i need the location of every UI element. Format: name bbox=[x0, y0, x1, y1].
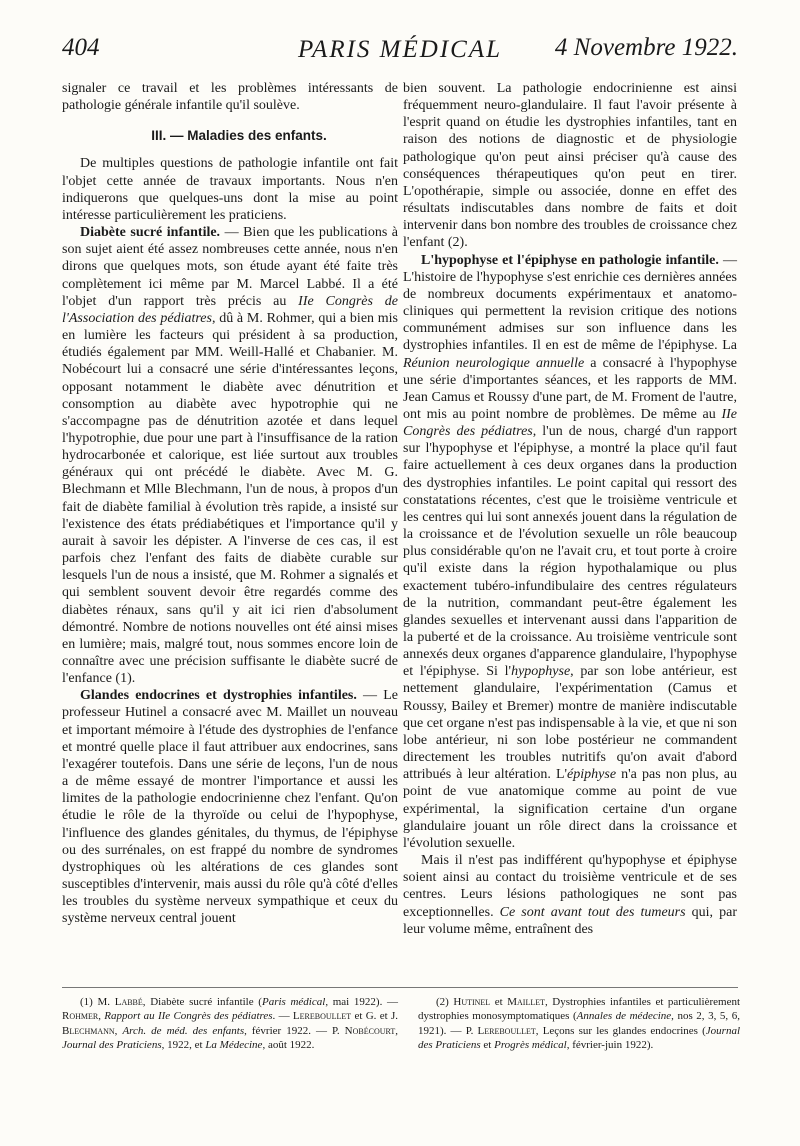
fn1-journal-1: Paris médical bbox=[261, 996, 326, 1008]
running-header bbox=[62, 26, 738, 70]
fn1-author-5: Nobécourt bbox=[344, 1024, 396, 1037]
fn1-text-5: et G. et J. bbox=[351, 1010, 398, 1023]
section-title: III. — Maladies des enfants. bbox=[151, 128, 327, 144]
hypophyse-paragraph bbox=[403, 252, 737, 852]
right-column bbox=[403, 80, 737, 938]
footnote-1-text bbox=[62, 995, 398, 1053]
fn2-text-3: , nos 2, 3, 5, 6, 1921). — P. bbox=[418, 1010, 740, 1037]
hypophyse-text-5: n'a pas non plus, au point de vue anatomique comme au point de vue expérimental, la signification certaine d'un organe glandulaire jouant un rôle direct dans la croissance et l'évolution sexuelle. bbox=[403, 767, 738, 851]
page-number: 404 bbox=[62, 34, 100, 61]
footnote-2 bbox=[418, 995, 740, 1053]
fn2-text-5: et bbox=[480, 1039, 495, 1052]
fn1-journal-2: Rapport au IIe Congrès des pédiatres bbox=[104, 1010, 273, 1023]
fn1-text-10: , août 1922. bbox=[262, 1039, 315, 1052]
glandes-paragraph bbox=[62, 687, 398, 927]
fn2-journal-3: Progrès médical bbox=[494, 1039, 567, 1052]
fn2-text-6: , février-juin 1922). bbox=[566, 1039, 654, 1052]
fn1-journal-4: Journal des Praticiens bbox=[62, 1039, 162, 1052]
fn1-text-6: , bbox=[114, 1024, 123, 1037]
fn2-text-2: , Dystrophies infantiles et particulièrement dystrophies monosymptomatiques ( bbox=[418, 996, 741, 1023]
journal-title: PARIS MÉDICAL bbox=[298, 36, 502, 63]
fn2-author-2: Maillet bbox=[507, 996, 545, 1008]
fn2-journal-1: Annales de médecine bbox=[576, 1010, 672, 1023]
issue-date: 4 Novembre 1922. bbox=[554, 34, 738, 61]
hypophyse-reunion-ref: Réunion neurologique annuelle bbox=[403, 355, 585, 371]
footnote-divider bbox=[62, 987, 738, 988]
fn1-text-4: . — bbox=[272, 1010, 293, 1023]
fn1-text-3: , bbox=[98, 1010, 105, 1023]
fn1-journal-5: La Médecine bbox=[205, 1039, 263, 1052]
diabete-text-1: — Bien que les publications à son sujet aient été assez nombreuses cette année, nous n'en dirons que quelques mots, son étude ayant été faite très complètement ici même par M. Marcel Labbé. Il a été l'objet d'un rapport très précis au bbox=[62, 225, 398, 309]
fn1-author-2: Rohmer bbox=[62, 1010, 99, 1023]
footnote-1 bbox=[62, 995, 398, 1053]
fn1-author-3: Lereboullet bbox=[292, 1010, 352, 1023]
diabete-paragraph bbox=[62, 224, 398, 687]
fn1-text-7: , février 1922. — P. bbox=[244, 1024, 345, 1037]
hypophyse-congress-ref: IIe Congrès des pédiatres bbox=[403, 406, 737, 440]
diabete-congress-ref: IIe Congrès de l'Association des pédiatres bbox=[62, 293, 399, 326]
hypophyse-term: hypophyse bbox=[511, 664, 571, 680]
footnote-2-text bbox=[418, 995, 740, 1053]
diabete-text-2: , dû à M. Rohmer, qui a bien mis en lumière les facteurs qui président à sa production, étudiés également par MM. Weill-Hallé et Chabanier. M. Nobécourt lui a consacré une série d'intéressantes leçons, opposant notamment le diabète avec dénutrition et consomption au diabète avec hypotrophie qui ne s'accompagne pas de dénutrition azotée et dans lequel l'hypotrophie, due pour une part à l'insuffisance de la ration hydrocarbonée et calorique, est liée surtout aux troubles généraux qui ont précédé le diabète. Avec M. G. Blechmann et Mlle Blechmann, l'un de nous, à propos d'un fait de diabète familial à évolution très rapide, a insisté sur l'existence des états prédiabétiques et l'importance qu'il y aurait à savoir les dépister. A l'inverse de ces cas, il est parfois chez l'enfant des faits de diabète curable sur lesquels l'un de nous a insisté, que M. Rohmer a signalés et qui semblent souvent devoir être regardés comme des diabètes rénaux, sans qu'il y ait ici rien d'absolument démontré. Nombre de notions nouvelles ont été ainsi mises en lumière; mais, malgré tout, nous sommes encore loin de connaître avec une précision suffisante le diabète sucré de l'enfance (1). bbox=[62, 310, 399, 687]
fn2-author-1: Hutinel bbox=[453, 996, 491, 1008]
fn1-author-4: Blechmann bbox=[62, 1024, 115, 1037]
fn1-text-9: , 1922, et bbox=[161, 1039, 206, 1052]
intro-paragraph: signaler ce travail et les problèmes intéressants de pathologie générale infantile qu'il soulève. bbox=[62, 81, 398, 114]
footnote-1-marker: (1) bbox=[80, 996, 98, 1008]
mais-text-2: qui, par leur volume même, entraînent des bbox=[403, 904, 738, 937]
hypophyse-text-3: , l'un de nous, chargé d'un rapport sur l'hypophyse et l'épiphyse, a montré la place qu'il faut faire actuellement à ces deux organes dans la production des dystrophies infantiles. Le point capital qui ressort des constatations récentes, c'est que le troisième ventricule et les centres qui lui sont annexés jouent dans la régulation de la croissance et de l'évolution sexuelle un rôle beaucoup plus considérable qu'on ne l'avait cru, et tout porte à croire qu'il existe dans la région hypothalamique ou plus exactement tubéro-infundibulaire des centres régulateurs de la nutrition, commandant peut-être également les glandes sexuelles et intervenant aussi dans l'apparition de la puberté et de la croissance. Au troisième ventricule sont annexés deux organes d'apparence glandulaire, l'hypophyse et l'épiphyse. Si l' bbox=[403, 424, 737, 680]
hypophyse-text-2: a consacré à l'hypophyse une série d'importantes séances, et les rapports de MM. Jean Camus et Roussy d'une part, de M. Froment de l'autre, ont mis au point nombre de problèmes. De même au bbox=[403, 355, 738, 422]
glandes-heading: Glandes endocrines et dystrophies infantiles. bbox=[80, 688, 357, 704]
fn1-text-8: , bbox=[395, 1024, 398, 1037]
fn1-journal-3: Arch. de méd. des enfants bbox=[122, 1024, 245, 1037]
diabete-heading: Diabète sucré infantile. bbox=[80, 225, 221, 241]
fn2-text-1: et bbox=[490, 996, 508, 1008]
multiples-paragraph: De multiples questions de pathologie infantile ont fait l'objet cette année de travaux importants. Nous n'en indiquerons que quelques-uns dont la mise au point intéresse particulièrement les praticiens. bbox=[62, 156, 398, 223]
fn2-text-4: , Leçons sur les glandes endocrines ( bbox=[535, 1024, 706, 1037]
hypophyse-text-1: — L'histoire de l'hypophyse s'est enrichie ces dernières années de nombreux documents expérimentaux et anatomo-cliniques qui permettent la revision critique des notions communément admises sur son influence dans les dystrophies infantiles. Il en est de même de l'épiphyse. La bbox=[403, 252, 738, 354]
fn2-author-3: Lereboullet bbox=[477, 1024, 536, 1037]
tumeurs-phrase: Ce sont avant tout des tumeurs bbox=[499, 904, 686, 920]
hypophyse-heading: L'hypophyse et l'épiphyse en pathologie infantile. bbox=[421, 252, 719, 268]
mais-paragraph bbox=[403, 852, 737, 938]
mais-text-1: Mais il n'est pas indifférent qu'hypophyse et épiphyse soient ainsi au contact du troisième ventricule et de ses centres. Leurs lésions pathologiques ne sont pas exceptionnelles. bbox=[403, 853, 737, 920]
left-column bbox=[62, 80, 398, 928]
footnote-2-marker: (2) bbox=[436, 996, 454, 1008]
fn1-author-1: M. Labbé bbox=[97, 996, 143, 1008]
fn1-text-2: , mai 1922). — bbox=[325, 996, 398, 1008]
continuation-paragraph: bien souvent. La pathologie endocrinienne est ainsi fréquemment neuro-glandulaire. Il faut l'avoir présente à l'esprit quand on étudie les dystrophies infantiles, tant en raison des notions de diagnostic et de physiologie pathologique qu'on peut ainsi préciser qu'à cause des conséquences thérapeutiques qu'on peut en tirer. L'opothérapie, simple ou associée, donne en effet des résultats indiscutables dans nombre de faits et doit intervenir dans bon nombre des troubles de croissance chez l'enfant (2). bbox=[403, 81, 737, 251]
fn2-journal-2: Journal des Praticiens bbox=[418, 1024, 741, 1052]
epiphyse-term: épiphyse bbox=[567, 767, 617, 783]
hypophyse-text-4: , par son lobe antérieur, est nettement glandulaire, l'expérimentation (Camus et Roussy, Bailey et Bremer) montre de manière indiscutable que cet organe n'est pas indispensable à la vie, et que ni son lobe antérieur, ni son lobe postérieur ne commandent directement les troubles nutritifs qu'on avait d'abord attribués à leur altération. L' bbox=[403, 664, 737, 783]
fn1-text-1: , Diabète sucré infantile ( bbox=[142, 996, 262, 1008]
glandes-text: — Le professeur Hutinel a consacré avec M. Maillet un nouveau et important mémoire à l'étude des dystrophies de l'enfance et montré quelle place il faut attribuer aux endocrines, sans l'exagérer toutefois. Dans une série de leçons, l'un de nous a de même essayé de montrer l'importance et aussi les limites de la pathologie endocrinienne chez l'enfant. Qu'on étudie le rôle de la thyroïde ou celui de l'hypophyse, l'influence des glandes génitales, du thymus, de l'épiphyse ou des surrénales, on est frappé du nombre de syndromes dystrophiques où les altérations de ces glandes sont susceptibles d'intervenir, mais aussi du rôle qu'à côté d'elles les troubles du système nerveux sympathique et ceux du système nerveux central jouent bbox=[62, 688, 398, 927]
